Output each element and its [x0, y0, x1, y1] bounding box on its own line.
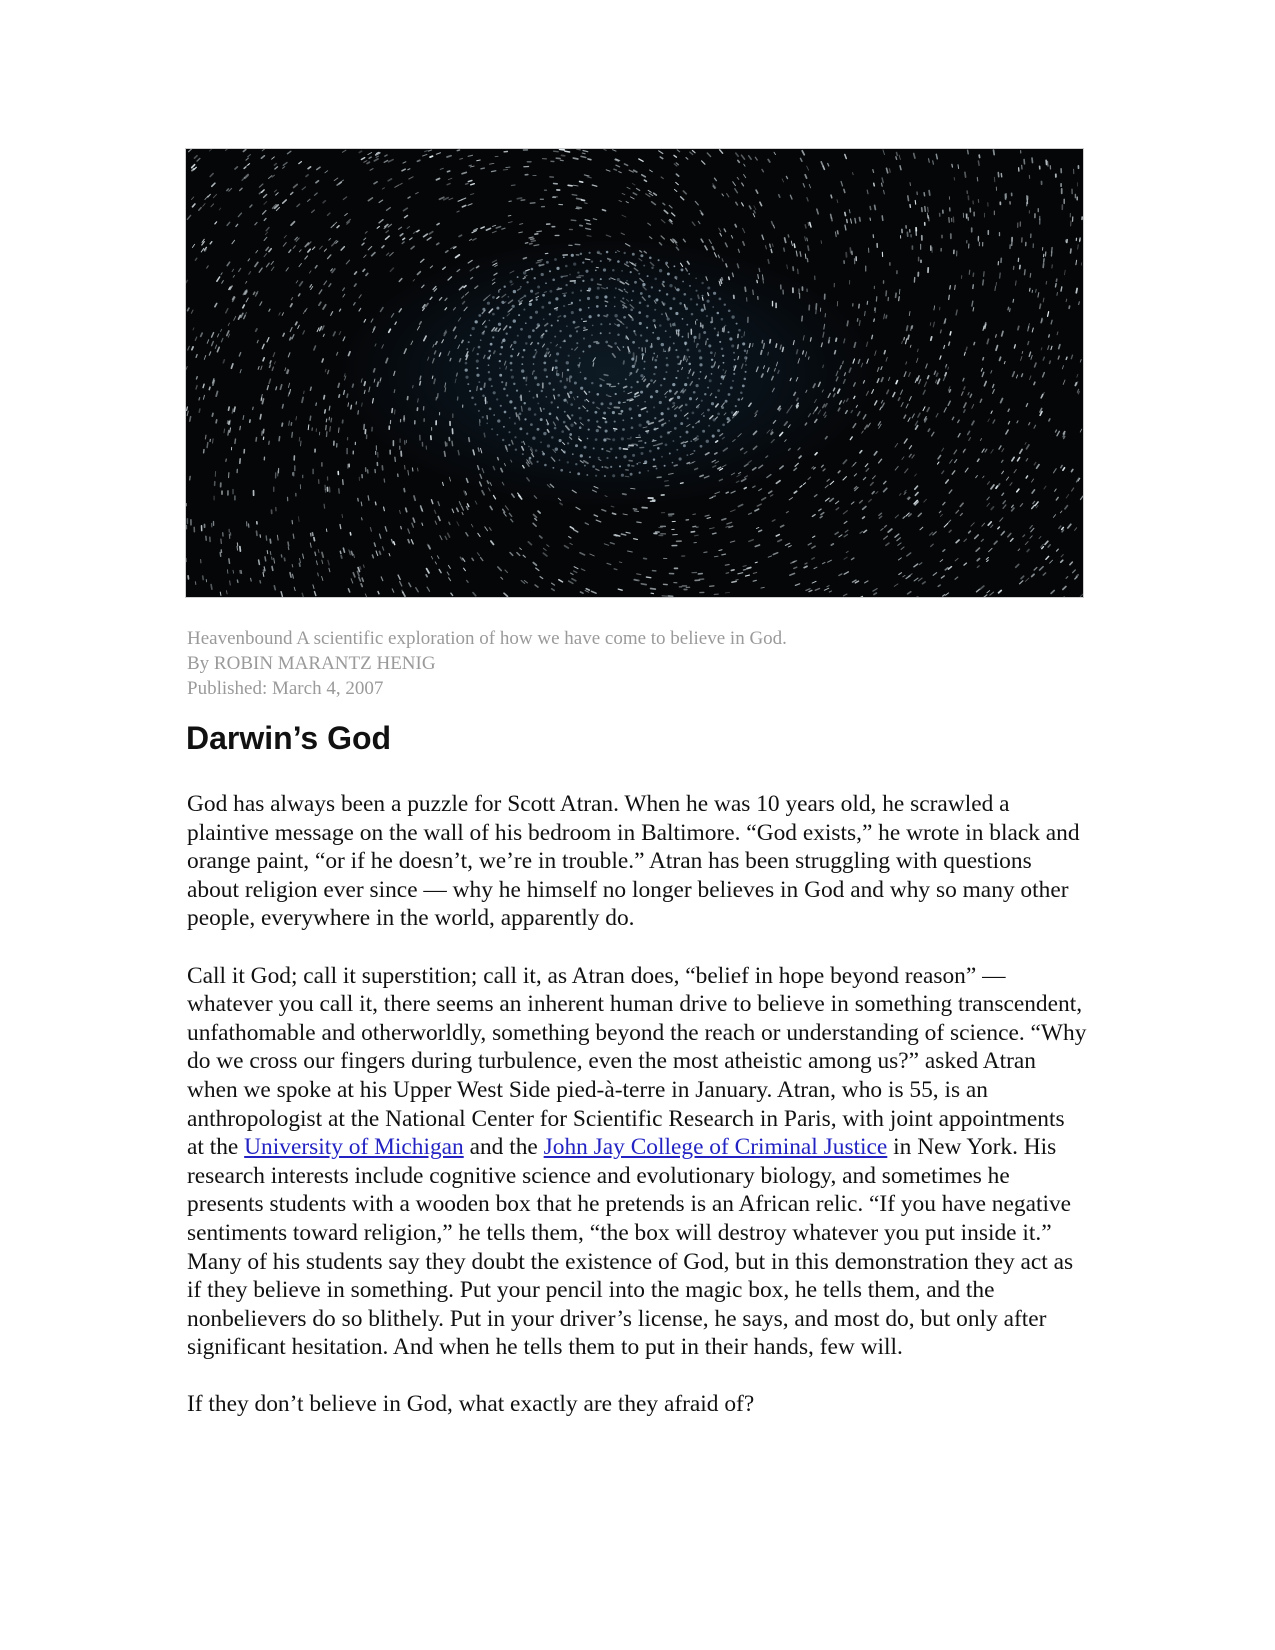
- caption-headline: Heavenbound A scientific exploration of how we have come to believe in God.: [187, 628, 787, 649]
- galaxy-illustration: [186, 149, 1083, 597]
- galaxy-image: [185, 148, 1084, 598]
- paragraph-3: If they don’t believe in God, what exactly are they afraid of?: [187, 1391, 755, 1418]
- byline: By ROBIN MARANTZ HENIG: [187, 653, 436, 674]
- link-university-of-michigan[interactable]: University of Michigan: [244, 1134, 464, 1161]
- paragraph-1: God has always been a puzzle for Scott Atran. When he was 10 years old, he scrawled a plaintive message on the wall of his bedroom in Baltimore. “God exists,” he wrote in black and orange paint, “or if he doesn’t, we’re in trouble.” Atran has been struggling with questions about religion ever since — why he himself no longer believes in God and why so many other people, everywhere in the world, apparently do.: [187, 791, 1080, 932]
- paragraph-2-text-b: and the: [463, 1134, 544, 1161]
- paragraph-2-text-a: Call it God; call it superstition; call it, as Atran does, “belief in hope beyond reason” — whatever you call it, there seems an inherent human drive to believe in something transcendent, unfathomable and otherworldly, something beyond the reach or understanding of science. “Why do we cross our fingers during turbulence, even the most atheistic among us?” asked Atran when we spoke at his Upper West Side pied-à-terre in January. Atran, who is 55, is an anthropologist at the National Center for Scientific Research in Paris, with joint appointments at the: [187, 962, 1087, 1161]
- image-caption: [187, 626, 1067, 701]
- link-john-jay-college[interactable]: John Jay College of Criminal Justice: [543, 1134, 888, 1161]
- paragraph-2-text-c: in New York. His research interests include cognitive science and evolutionary biology, and sometimes he presents students with a wooden box that he pretends is an African relic. “If you have negative sentiments toward religion,” he tells them, “the box will destroy whatever you put inside it.” Many of his students say they doubt the existence of God, but in this demonstration they act as if they believe in something. Put your pencil into the magic box, he tells them, and the nonbelievers do so blithely. Put in your driver’s license, he says, and most do, but only after significant hesitation. And when he tells them to put in their hands, few will.: [187, 1134, 1074, 1361]
- article-body: [187, 790, 1087, 1448]
- article-title: Darwin’s God: [186, 720, 392, 756]
- paragraph-2: [187, 962, 1087, 1362]
- publish-date: Published: March 4, 2007: [187, 678, 384, 699]
